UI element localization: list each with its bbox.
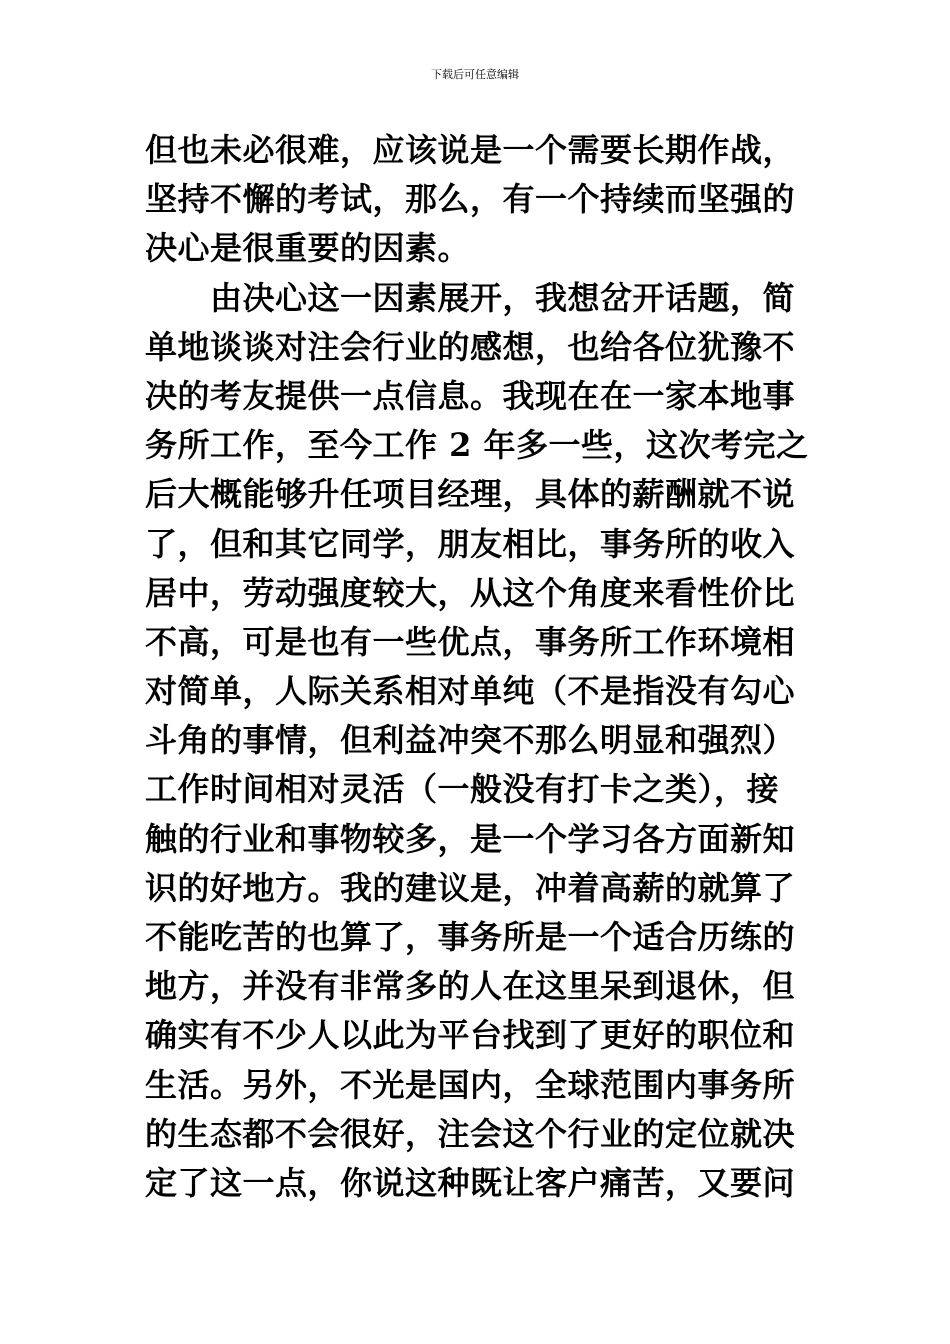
text-line: 触的行业和事物较多，是一个学习各方面新知 (145, 819, 796, 858)
body-text (145, 126, 815, 1208)
text-line: 对简单，人际关系相对单纯（不是指没有勾心 (145, 672, 796, 711)
text-line: 定了这一点，你说这种既让客户痛苦，又要问 (145, 1163, 796, 1202)
text-line: 生活。另外，不光是国内，全球范围内事务所 (145, 1065, 796, 1104)
text-line: 居中，劳动强度较大，从这个角度来看性价比 (145, 573, 796, 612)
text-line: 确实有不少人以此为平台找到了更好的职位和 (145, 1016, 796, 1055)
text-line: 的生态都不会很好，注会这个行业的定位就决 (145, 1114, 796, 1153)
text-line: 决的考友提供一点信息。我现在在一家本地事 (145, 376, 796, 415)
text-line: 务所工作，至今工作 2 年多一些，这次考完之 (145, 426, 809, 465)
text-line: 不高，可是也有一些优点，事务所工作环境相 (145, 622, 796, 661)
text-line: 识的好地方。我的建议是，冲着高薪的就算了 (145, 868, 796, 907)
text-line: 坚持不懈的考试，那么，有一个持续而坚强的 (145, 180, 796, 219)
text-line: 斗角的事情，但利益冲突不那么明显和强烈） (145, 721, 796, 760)
text-line: 地方，并没有非常多的人在这里呆到退休，但 (145, 967, 796, 1006)
text-line: 单地谈谈对注会行业的感想，也给各位犹豫不 (145, 327, 796, 366)
text-line: 后大概能够升任项目经理，具体的薪酬就不说 (145, 475, 796, 514)
text-line: 工作时间相对灵活（一般没有打卡之类），接 (145, 770, 780, 809)
text-line: 决心是很重要的因素。 (145, 229, 471, 268)
text-line: 不能吃苦的也算了，事务所是一个适合历练的 (145, 918, 796, 956)
text-line: 了，但和其它同学，朋友相比，事务所的收入 (145, 524, 796, 563)
header-note: 下载后可任意编辑 (431, 68, 519, 81)
text-line: 但也未必很难，应该说是一个需要长期作战， (145, 131, 796, 169)
text-line: 由决心这一因素展开，我想岔开话题，简 (145, 278, 796, 317)
